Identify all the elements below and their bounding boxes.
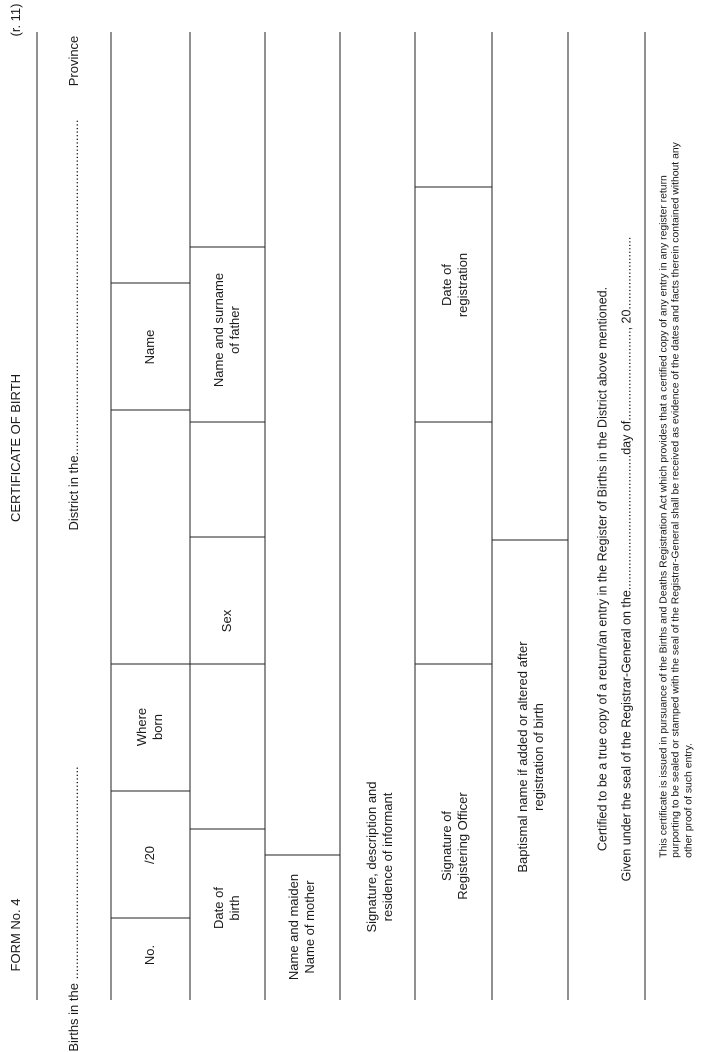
column-informant: Signature, description and residence of informant — [364, 781, 395, 933]
rule-reference: (r. 11) — [8, 3, 24, 37]
column-date-of-registration: Date of registration — [439, 252, 470, 318]
footnote: This certificate is issued in pursuance of the Births and Deaths Registration Act which provides that a certified copy of any entry in any register return purporting to be sealed or stamped with the seal of the Registrar-General shall be received as evidence of the dates and facts therein contained without any other proof of such entry. — [658, 142, 695, 858]
column-where-born: Where born — [134, 707, 165, 747]
column-no: No. — [142, 944, 158, 966]
column-father-name: Name and surname of father — [211, 272, 242, 388]
district-in-field: District in the............................................................................................. — [66, 119, 82, 531]
seal-given-line: Given under the seal of the Registrar-General on the.......................................day of.........................., 20..................... — [619, 236, 634, 882]
column-year: /20 — [142, 845, 158, 865]
column-sex: Sex — [219, 609, 235, 633]
column-mother-name: Name and maiden Name of mother — [286, 873, 317, 981]
column-baptismal-name: Baptismal name if added or altered after registration of birth — [515, 641, 546, 873]
births-in-field: Births in the ........................................................... — [66, 766, 82, 1052]
province-label: Province — [66, 35, 82, 87]
certification-statement: Certified to be a true copy of a return/an entry in the Register of Births in the District above mentioned. — [595, 286, 610, 852]
page-title: CERTIFICATE OF BIRTH — [8, 373, 24, 523]
column-name: Name — [142, 329, 158, 365]
form-number: FORM No. 4 — [8, 898, 24, 972]
column-date-of-birth: Date of birth — [211, 887, 242, 929]
column-registering-officer: Signature of Registering Officer — [439, 792, 470, 900]
